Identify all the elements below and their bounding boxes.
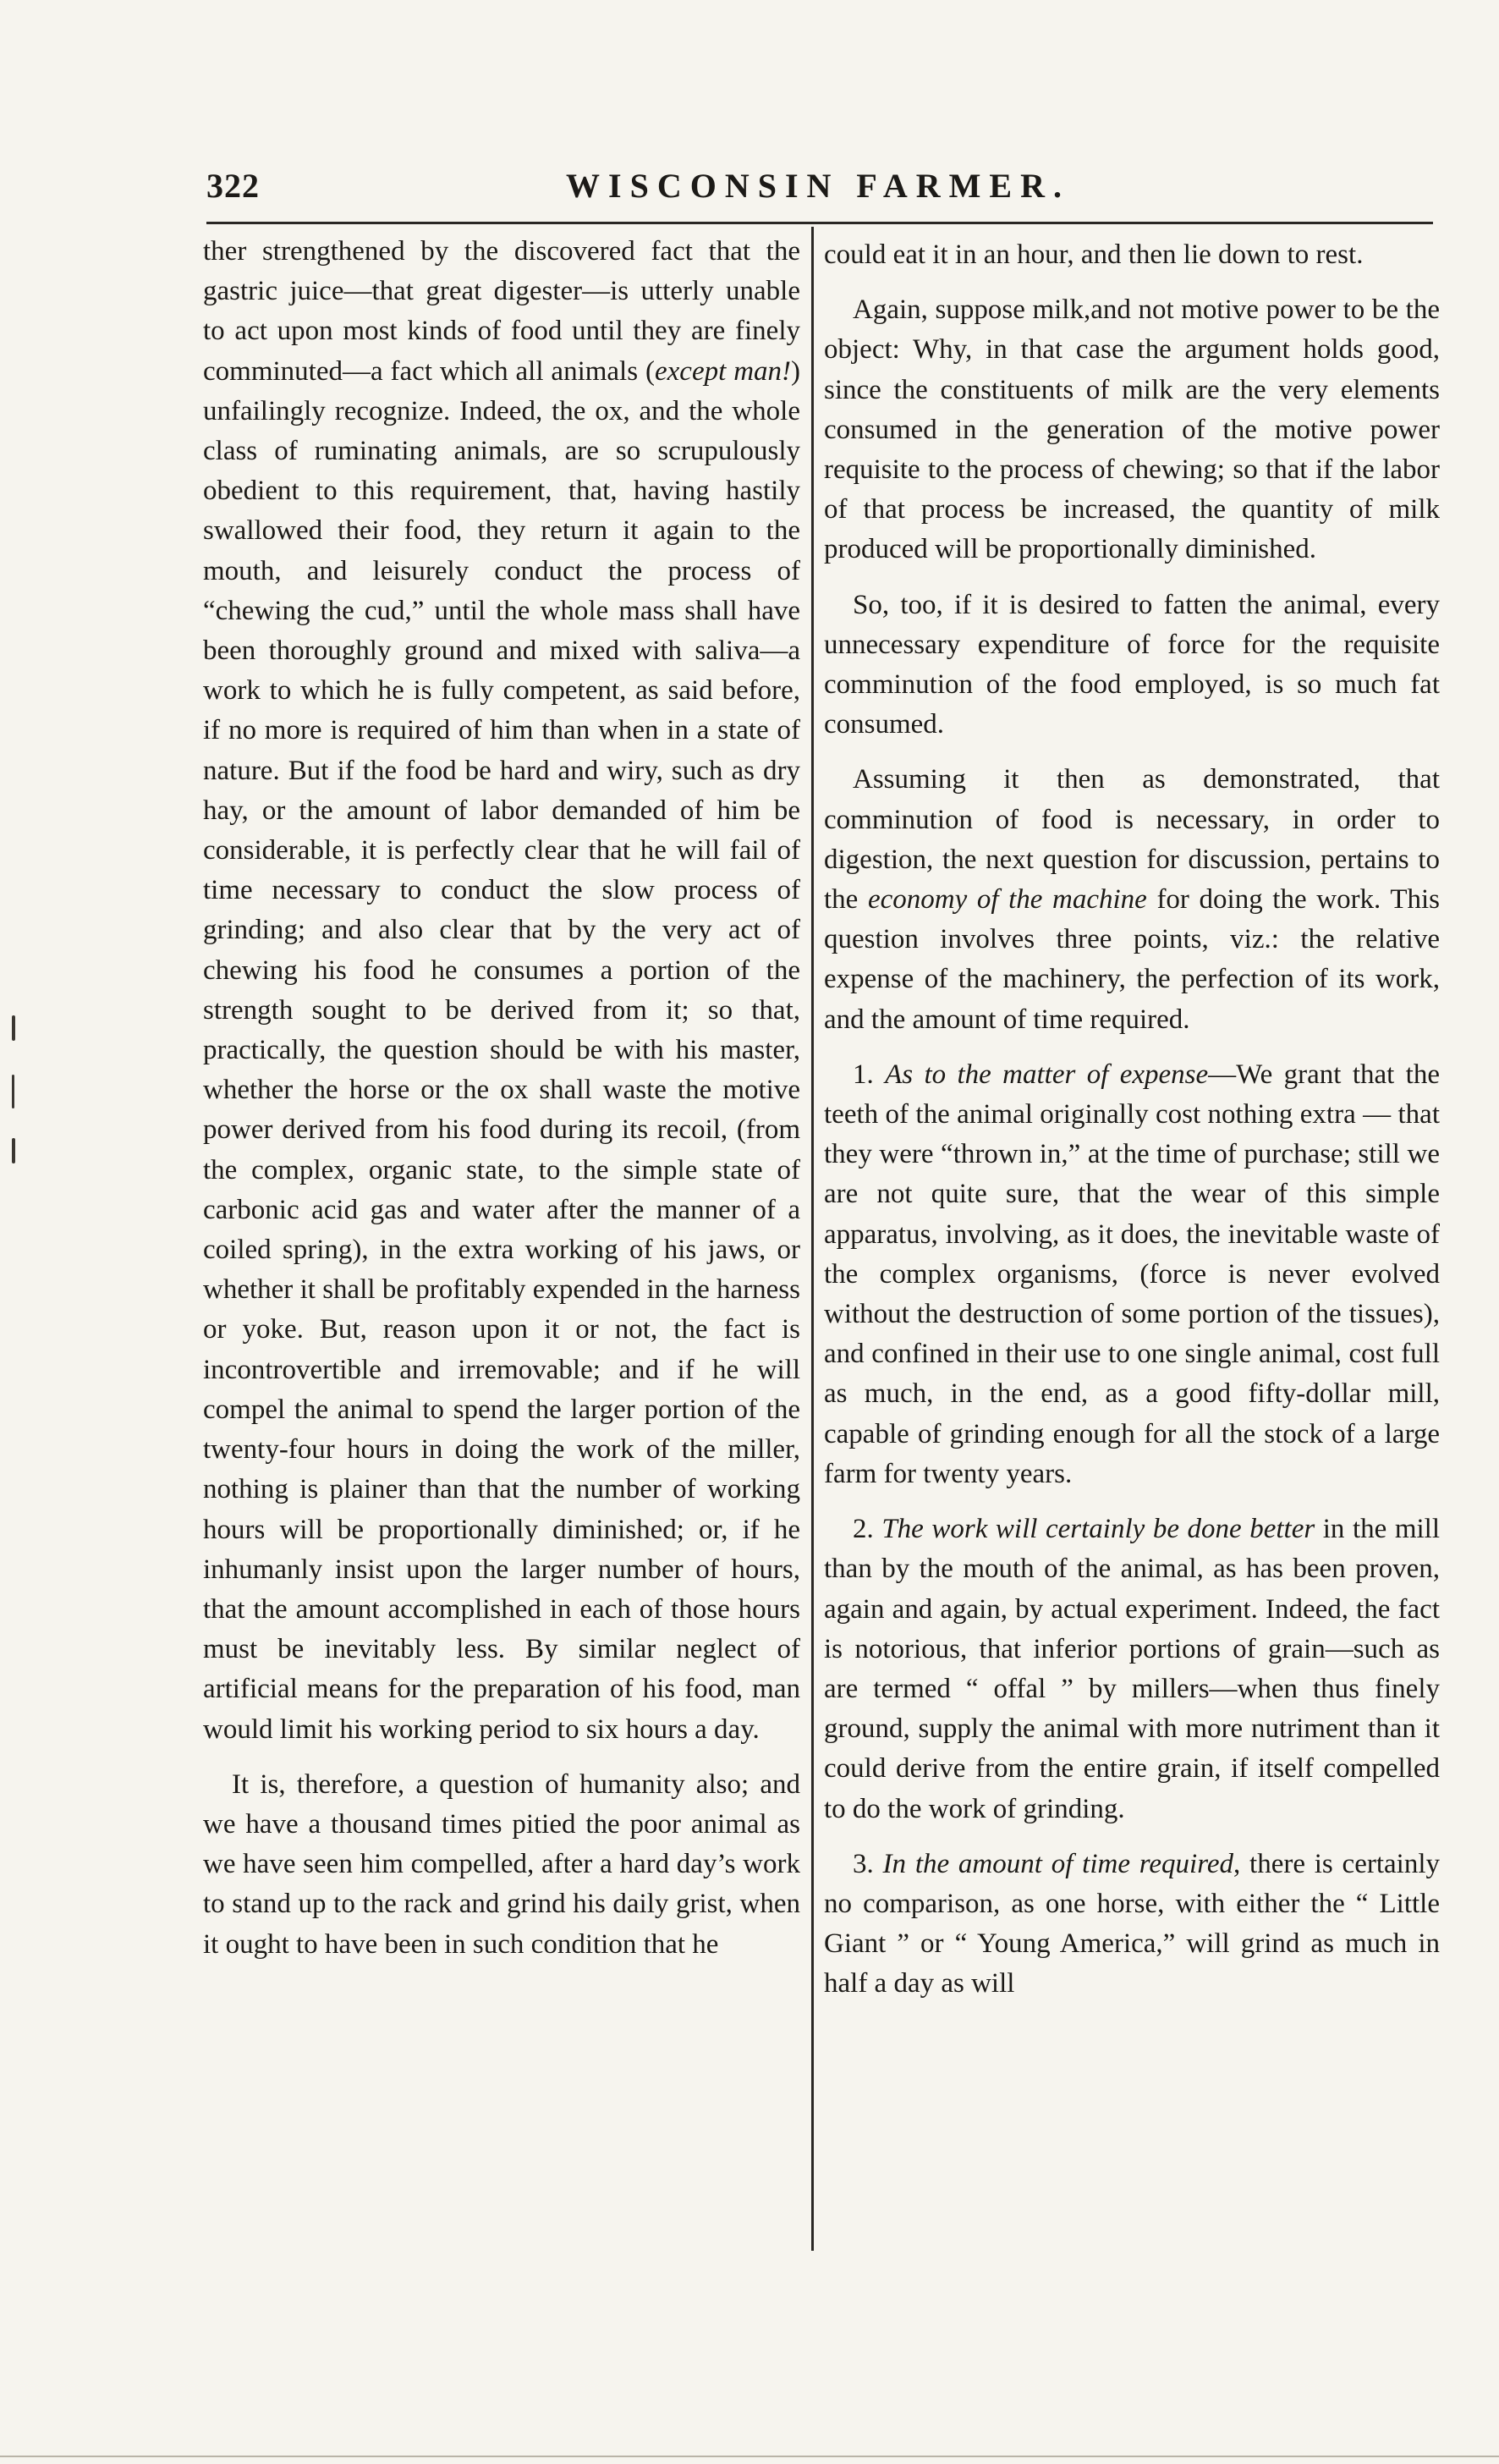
left-column [203,232,800,1965]
item-number: 1. [853,1059,886,1090]
right-column [824,235,1440,2005]
binding-mark [12,1015,15,1041]
item-number: 2. [853,1514,882,1545]
page-number: 322 [206,167,260,205]
running-title: WISCONSIN FARMER. [566,167,1070,205]
text-run: —We grant that the teeth of the animal originally cost nothing extra — that they were “thrown in,” at the time of purchase; still we are not quite sure, that the wear of this simple apparatus, involving, as it does, the inevitable waste of the complex organisms, (force is never evolved without the destruction of some portion of the tissues), and confined in their use to one single animal, cost full as much, in the end, as a good fifty-dollar mill, capable of grinding enough for all the stock of a large farm for twenty years. [824,1059,1440,1489]
paragraph [824,760,1440,1039]
paragraph [203,232,800,1750]
header-rule [206,222,1433,224]
binding-mark [12,1075,14,1108]
paragraph: could eat it in an hour, and then lie down to rest. [824,239,1364,270]
italic-run: In the amount of time required [882,1848,1233,1879]
paragraph [824,1510,1440,1829]
paragraph: So, too, if it is desired to fatten the animal, every unnecessary expenditure of force for the requisite comminution of the food employed, is so much fat consumed. [824,589,1440,740]
page-header [206,162,1421,213]
item-number: 3. [853,1848,883,1879]
italic-run: The work will certainly be done better [881,1514,1315,1545]
text-run: for doing the work. This question involves three points, viz.: the relative expense of the machinery, the perfection of its work, and the amount of time required. [824,884,1440,1035]
italic-run: economy of the machine [867,884,1147,916]
binding-mark [12,1138,15,1163]
paragraph [824,1055,1440,1494]
text-run: ) unfailingly recognize. Indeed, the ox, and the whole class of ruminating animals, are so scrupulously obedient to this requirement, that, having hastily swallowed their food, they return it again to the mouth, and leisurely conduct the process of “chewing the cud,” until the whole mass shall have been thoroughly ground and mixed with saliva—a work to which he is fully competent, as said before, if no more is required of him than when in a state of nature. But if the food be hard and wiry, such as dry hay, or the amount of labor demanded of him be considerable, it is perfectly clear that he will fail of time necessary to conduct the slow process of grinding; and also clear that by the very act of chewing his food he consumes a portion of the strength sought to be derived from it; so that, practically, the question should be with his master, whether the horse or the ox shall waste the motive power derived from his food during its recoil, (from the complex, organic state, to the simple state of carbonic acid gas and water after the manner of a coiled spring), in the extra working of his jaws, or whether it shall be profitably expended in the harness or yoke. But, reason upon it or not, the fact is incontrovertible and irremovable; and if he will compel the animal to spend the larger portion of the twenty-four hours in doing the work of the miller, nothing is plainer than that the number of working hours will be proportionally diminished; or, if he inhumanly insist upon the larger number of hours, that the amount accomplished in each of those hours must be inevitably less. By similar neglect of artificial means for the preparation of his food, man would limit his working period to six hours a day. [203,355,801,1745]
italic-run: As to the matter of expense [885,1059,1209,1090]
text-run: in the mill than by the mouth of the animal, as has been proven, again and again, by actual experiment. Indeed, the fact is notorious, that inferior portions of grain—such as are termed “ offal ” by millers—when thus finely ground, supply the animal with more nutriment than it could derive from the entire grain, if itself compelled to do the work of grinding. [824,1514,1440,1824]
paragraph: It is, therefore, a question of humanity also; and we have a thousand times pitied the poor animal as we have seen him compelled, after a hard day’s work to stand up to the rack and grind his daily grist, when it ought to have been in such condition that he [203,1768,800,1960]
paragraph: Again, suppose milk,and not motive power to be the object: Why, in that case the argument holds good, since the constituents of milk are the very elements consumed in the generation of the motive power requisite to the process of chewing; so that if the labor of that process be increased, the quantity of milk produced will be proportionally diminished. [824,294,1440,565]
text-run: Assuming it then as demonstrated, that comminution of food is necessary, in order to digestion, the next question for discussion, pertains to the [824,764,1440,916]
text-run: ther strengthened by the discovered fact that the gastric juice—that great digester—is utterly unable to act upon most kinds of food until they are finely comminuted—a fact which all animals ( [203,236,800,387]
italic-run: except man! [655,355,792,387]
page-edge [0,2456,1499,2457]
text-run: , there is certainly no comparison, as one horse, with either the “ Little Giant ” or “ Young America,” will grind as much in half a day as will [824,1848,1440,1999]
column-divider [811,227,814,2251]
paragraph [824,1845,1440,2005]
